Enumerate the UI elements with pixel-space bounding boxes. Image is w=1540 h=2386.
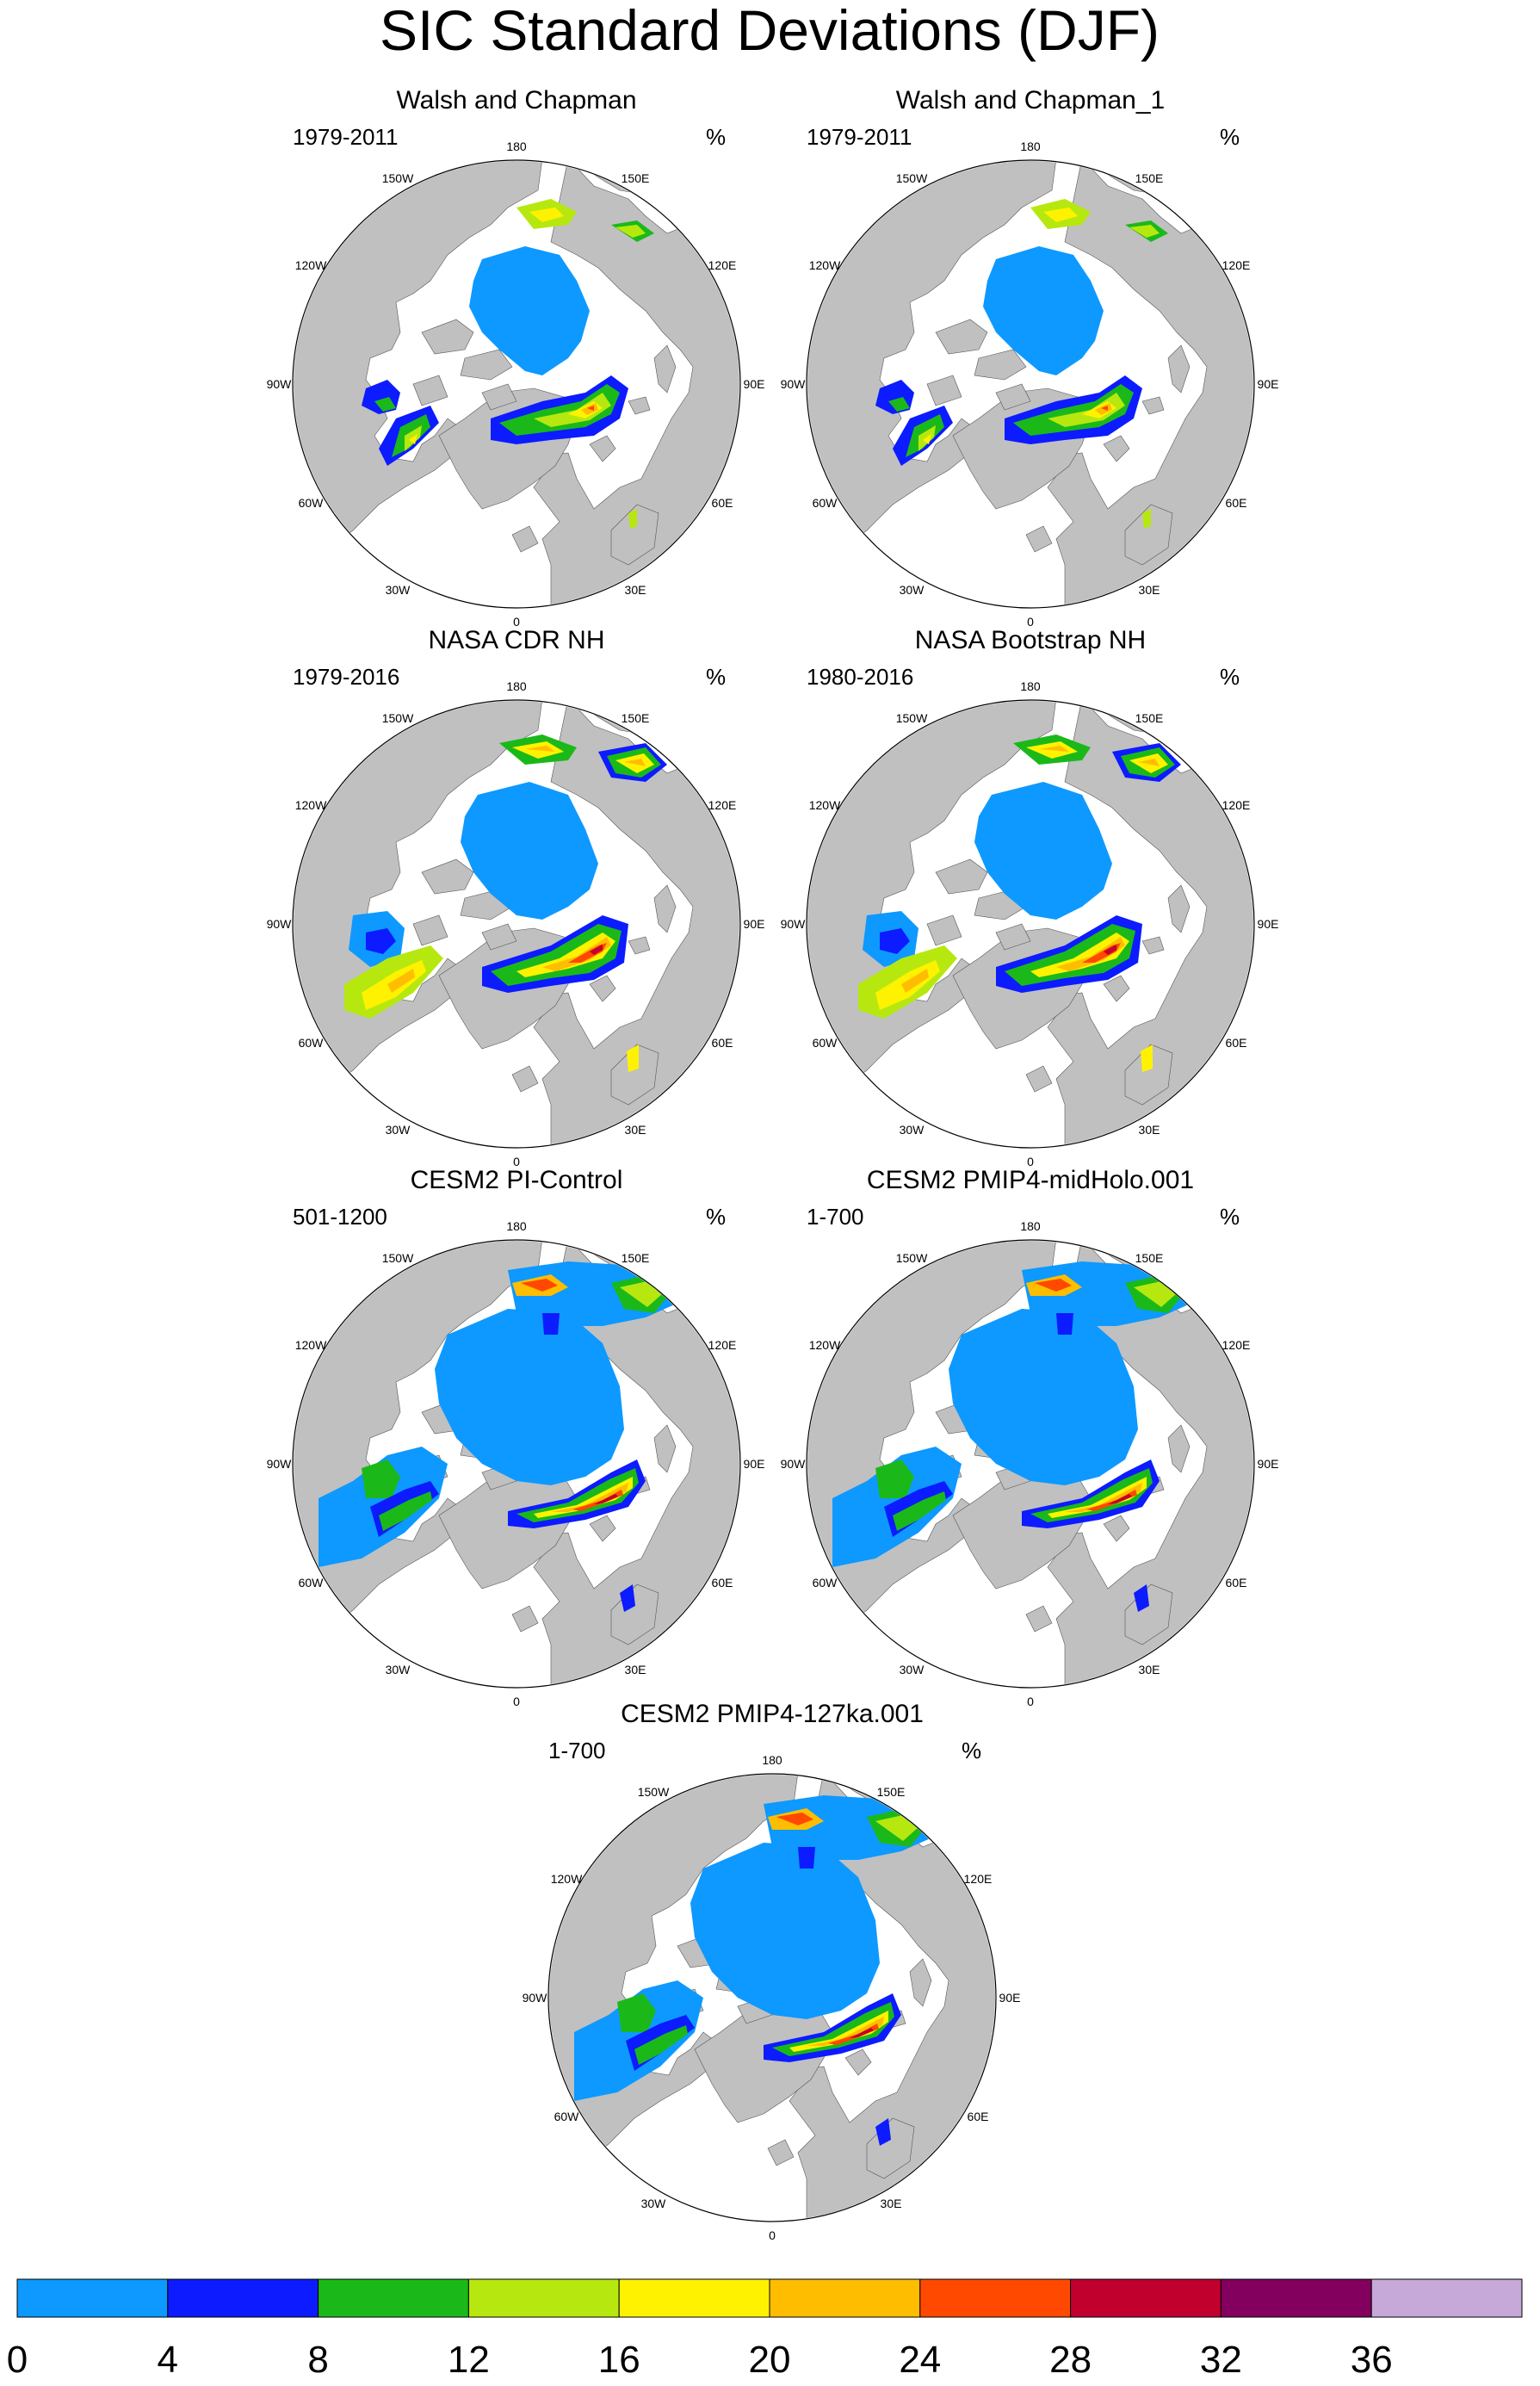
colorbar-label: 12	[447, 2339, 490, 2381]
longitude-label: 90E	[743, 1457, 765, 1471]
longitude-label: 120W	[294, 798, 327, 812]
panel-period: 1-700	[548, 1738, 606, 1763]
colorbar-label: 8	[307, 2339, 329, 2381]
longitude-label: 90E	[743, 377, 765, 391]
colorbar-label: 28	[1049, 2339, 1092, 2381]
colorbar-swatch	[770, 2279, 920, 2317]
longitude-label: 30E	[624, 1123, 646, 1137]
map-panel	[267, 626, 765, 1168]
longitude-label: 120W	[294, 258, 327, 272]
panel-title: CESM2 PMIP4-127ka.001	[621, 1700, 924, 1728]
longitude-label: 180	[1020, 1219, 1041, 1233]
panel-units: %	[1220, 664, 1240, 690]
longitude-label: 90W	[780, 1457, 806, 1471]
panel-period: 1979-2011	[807, 124, 912, 150]
longitude-label: 30W	[385, 1123, 411, 1137]
panel-title: NASA Bootstrap NH	[914, 626, 1147, 654]
longitude-label: 60E	[967, 2110, 989, 2123]
longitude-label: 30E	[624, 583, 646, 597]
longitude-label: 30E	[1138, 1123, 1160, 1137]
colorbar	[7, 2279, 1522, 2381]
longitude-label: 0	[1027, 1695, 1034, 1708]
longitude-label: 180	[506, 139, 527, 153]
longitude-label: 60E	[1225, 1036, 1247, 1050]
longitude-label: 90W	[522, 1991, 547, 2005]
colorbar-swatch	[1221, 2279, 1371, 2317]
colorbar-swatch	[1071, 2279, 1221, 2317]
longitude-label: 60W	[298, 496, 324, 510]
map-panel	[781, 626, 1279, 1168]
colorbar-swatch	[1371, 2279, 1522, 2317]
longitude-label: 30W	[899, 1123, 925, 1137]
longitude-label: 30W	[640, 2197, 666, 2210]
panel-period: 501-1200	[293, 1204, 387, 1230]
panel-title: Walsh and Chapman	[396, 86, 637, 115]
longitude-label: 30W	[899, 583, 925, 597]
longitude-label: 30E	[1138, 583, 1160, 597]
longitude-label: 180	[506, 679, 527, 693]
longitude-label: 120E	[708, 798, 737, 812]
longitude-label: 120W	[808, 798, 841, 812]
longitude-label: 150W	[381, 171, 414, 185]
longitude-label: 0	[513, 615, 520, 629]
longitude-label: 30E	[624, 1663, 646, 1676]
longitude-label: 180	[1020, 679, 1041, 693]
longitude-label: 120W	[550, 1872, 583, 1886]
longitude-label: 90E	[999, 1991, 1021, 2005]
colorbar-swatch	[619, 2279, 770, 2317]
colorbar-swatch	[17, 2279, 168, 2317]
panel-title: Walsh and Chapman_1	[895, 86, 1166, 115]
longitude-label: 30W	[385, 1663, 411, 1676]
longitude-label: 90E	[1257, 917, 1279, 931]
longitude-label: 90W	[266, 377, 292, 391]
panel-period: 1-700	[807, 1204, 864, 1230]
longitude-label: 120E	[1221, 798, 1251, 812]
longitude-label: 120W	[294, 1338, 327, 1352]
panel-units: %	[962, 1738, 982, 1763]
longitude-label: 0	[513, 1155, 520, 1168]
longitude-label: 90E	[1257, 377, 1279, 391]
longitude-label: 60W	[812, 496, 838, 510]
polar-map	[781, 679, 1279, 1168]
polar-map	[781, 139, 1279, 629]
longitude-label: 150W	[895, 1251, 928, 1265]
map-panel	[267, 1166, 765, 1708]
longitude-label: 60E	[1225, 1576, 1247, 1590]
longitude-label: 150W	[381, 1251, 414, 1265]
panel-units: %	[706, 124, 727, 150]
longitude-label: 60W	[298, 1036, 324, 1050]
pole-hole	[1024, 918, 1036, 930]
longitude-label: 180	[1020, 139, 1041, 153]
longitude-label: 120E	[708, 258, 737, 272]
longitude-label: 60E	[711, 1036, 733, 1050]
colorbar-label: 16	[597, 2339, 640, 2381]
panel-units: %	[1220, 124, 1240, 150]
panel-period: 1980-2016	[807, 664, 914, 690]
colorbar-label: 36	[1350, 2339, 1393, 2381]
longitude-label: 150E	[1135, 1251, 1164, 1265]
longitude-label: 150W	[895, 711, 928, 725]
longitude-label: 90W	[266, 917, 292, 931]
longitude-label: 120E	[708, 1338, 737, 1352]
colorbar-swatch	[319, 2279, 469, 2317]
panel-units: %	[706, 1204, 727, 1230]
polar-map	[267, 139, 765, 629]
longitude-label: 120W	[808, 258, 841, 272]
longitude-label: 120W	[808, 1338, 841, 1352]
panel-units: %	[706, 664, 727, 690]
polar-map	[781, 1219, 1279, 1708]
longitude-label: 30W	[385, 583, 411, 597]
panel-period: 1979-2011	[293, 124, 399, 150]
longitude-label: 120E	[1221, 258, 1251, 272]
panel-title: NASA CDR NH	[428, 626, 605, 654]
longitude-label: 0	[1027, 615, 1034, 629]
longitude-label: 180	[506, 1219, 527, 1233]
panel-title: CESM2 PI-Control	[410, 1166, 623, 1194]
colorbar-label: 24	[899, 2339, 942, 2381]
colorbar-swatch	[468, 2279, 619, 2317]
longitude-label: 60E	[711, 496, 733, 510]
map-panel	[781, 1166, 1279, 1708]
longitude-label: 90W	[266, 1457, 292, 1471]
longitude-label: 90E	[743, 917, 765, 931]
colorbar-label: 4	[157, 2339, 179, 2381]
longitude-label: 90W	[780, 377, 806, 391]
longitude-label: 60W	[554, 2110, 579, 2123]
polar-map	[267, 1219, 765, 1708]
longitude-label: 0	[769, 2228, 776, 2242]
longitude-label: 150E	[1135, 711, 1164, 725]
figure-title: SIC Standard Deviations (DJF)	[380, 0, 1160, 62]
polar-map	[523, 1753, 1021, 2242]
longitude-label: 30W	[899, 1663, 925, 1676]
longitude-label: 150E	[621, 171, 650, 185]
longitude-label: 150E	[876, 1785, 906, 1799]
longitude-label: 0	[1027, 1155, 1034, 1168]
longitude-label: 120E	[1221, 1338, 1251, 1352]
colorbar-label: 32	[1199, 2339, 1242, 2381]
longitude-label: 90W	[780, 917, 806, 931]
panel-units: %	[1220, 1204, 1240, 1230]
colorbar-swatch	[168, 2279, 319, 2317]
longitude-label: 120E	[963, 1872, 993, 1886]
map-panel	[781, 86, 1279, 629]
panels	[267, 86, 1279, 2242]
longitude-label: 90E	[1257, 1457, 1279, 1471]
panel-period: 1979-2016	[293, 664, 400, 690]
longitude-label: 30E	[880, 2197, 902, 2210]
longitude-label: 150W	[381, 711, 414, 725]
longitude-label: 60W	[812, 1036, 838, 1050]
longitude-label: 150E	[621, 1251, 650, 1265]
longitude-label: 60W	[298, 1576, 324, 1590]
longitude-label: 150E	[1135, 171, 1164, 185]
longitude-label: 150W	[895, 171, 928, 185]
map-panel	[267, 86, 765, 629]
longitude-label: 30E	[1138, 1663, 1160, 1676]
longitude-label: 180	[762, 1753, 782, 1767]
longitude-label: 150W	[637, 1785, 670, 1799]
colorbar-label: 20	[748, 2339, 791, 2381]
colorbar-swatch	[920, 2279, 1071, 2317]
longitude-label: 60W	[812, 1576, 838, 1590]
map-panel	[523, 1700, 1021, 2242]
longitude-label: 60E	[711, 1576, 733, 1590]
polar-map	[267, 679, 765, 1168]
longitude-label: 150E	[621, 711, 650, 725]
panel-title: CESM2 PMIP4-midHolo.001	[866, 1166, 1195, 1194]
pole-hole	[510, 918, 523, 930]
longitude-label: 60E	[1225, 496, 1247, 510]
longitude-label: 0	[513, 1695, 520, 1708]
colorbar-label: 0	[6, 2339, 28, 2381]
